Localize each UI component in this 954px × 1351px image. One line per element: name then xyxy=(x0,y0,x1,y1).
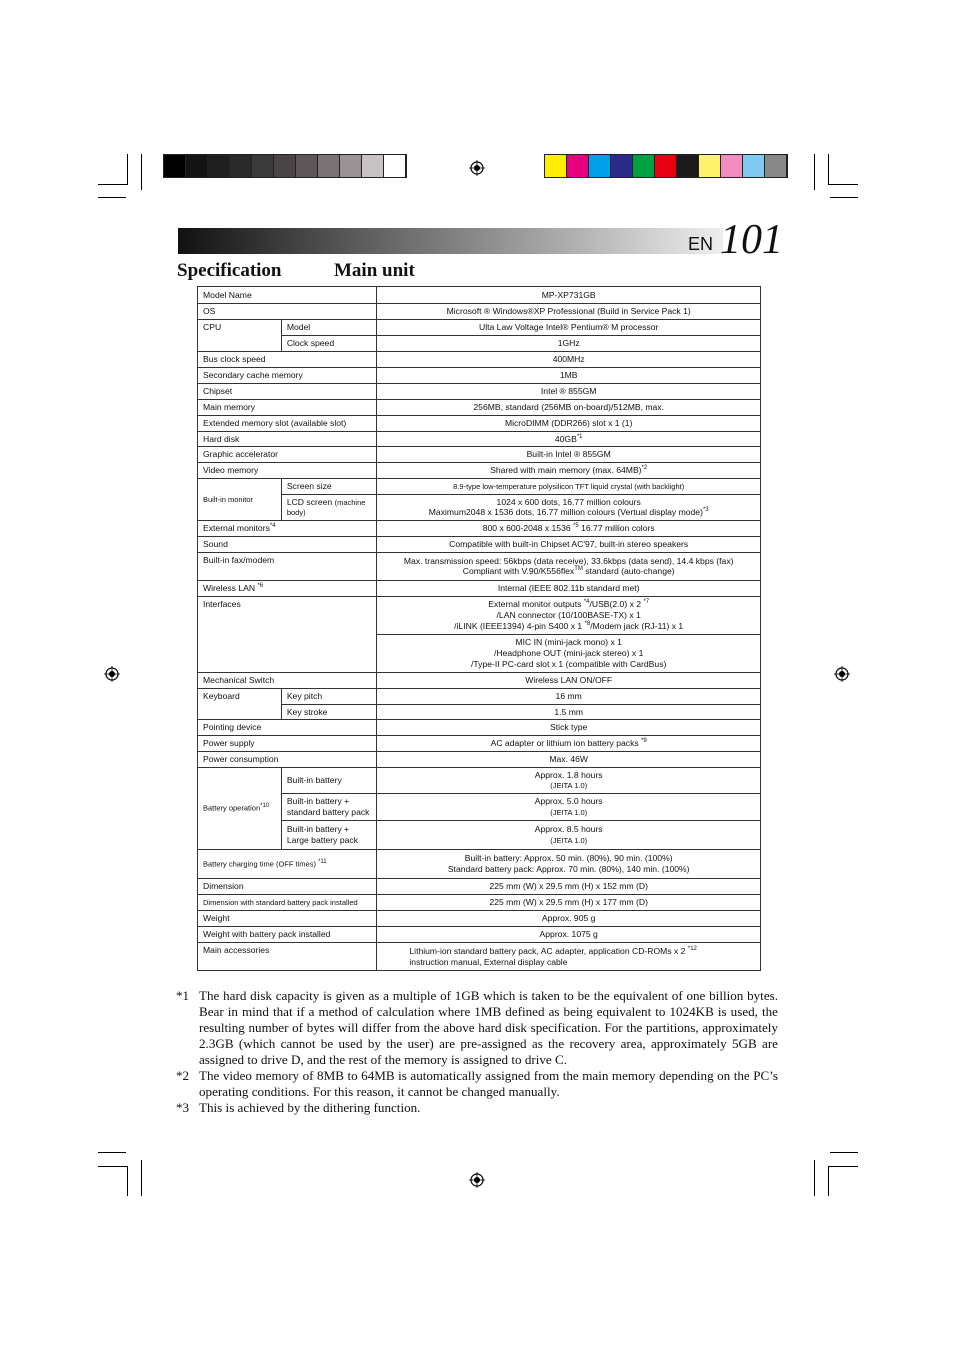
spec-value: Max. 46W xyxy=(377,751,761,767)
crop-mark xyxy=(98,197,126,198)
calibration-swatch xyxy=(743,155,765,177)
spec-value: Lithium-ion standard battery pack, AC adapter, application CD-ROMs x 2 $^{*12}$ instruction manual, External display cable xyxy=(377,943,761,971)
registration-mark-icon xyxy=(469,160,485,176)
spec-label: Bus clock speed xyxy=(198,351,377,367)
spec-label: Mechanical Switch xyxy=(198,672,377,688)
spec-label: External monitors$^{*4}$ xyxy=(198,521,377,537)
crop-mark xyxy=(141,1160,142,1196)
spec-value: Internal (IEEE 802.11b standard met) xyxy=(377,580,761,596)
calibration-swatch xyxy=(252,155,274,177)
spec-value: 16 mm xyxy=(377,688,761,704)
spec-label: Graphic accelerator xyxy=(198,447,377,463)
spec-value: MicroDIMM (DDR266) slot x 1 (1) xyxy=(377,415,761,431)
spec-value: Approx. 905 g xyxy=(377,911,761,927)
spec-table xyxy=(197,286,761,971)
spec-value: Stick type xyxy=(377,720,761,736)
spec-label: Dimension xyxy=(198,879,377,895)
spec-value: 1GHz xyxy=(377,336,761,352)
table-row xyxy=(198,794,761,821)
spec-value: 400MHz xyxy=(377,351,761,367)
spec-label: Battery operation$^{*10}$ xyxy=(198,767,282,849)
spec-value: 1.5 mm xyxy=(377,704,761,720)
footnote-mark: *3 xyxy=(176,1100,190,1115)
calibration-swatch xyxy=(384,155,406,177)
table-row xyxy=(198,821,761,850)
table-row xyxy=(198,521,761,537)
spec-label: Power supply xyxy=(198,736,377,752)
table-row xyxy=(198,287,761,304)
crop-mark xyxy=(830,1152,858,1153)
spec-value: Built-in battery: Approx. 50 min. (80%), 90 min. (100%) Standard battery pack: Approx. 70 min. (80%), 140 min. (100%) xyxy=(377,850,761,879)
header-gradient-band xyxy=(178,228,723,254)
spec-value: 1024 x 600 dots, 16.77 million colours Maximum2048 x 1536 dots, 16.77 million colours (Vertual display mode)$^{*3}$ xyxy=(377,494,761,520)
footnote-text: The hard disk capacity is given as a multiple of 1GB which is taken to be the equivalent of one billion bytes. Bear in mind that if a method of calculation where 1MB defined as being equivalent to 1024KB is used, the resulting number of bytes will differ from the above hard disk specification. For the partitions, approximately 2.3GB (which cannot be used by the user) are pre-assigned as the recovery area, approximately 5GB are assigned to drive D, and the rest of the memory is assigned to drive C. xyxy=(199,988,778,1067)
table-row xyxy=(198,736,761,752)
spec-label: Weight xyxy=(198,911,377,927)
spec-value: Shared with main memory (max. 64MB)$^{*2}$ xyxy=(377,463,761,479)
spec-label: Chipset xyxy=(198,383,377,399)
spec-label: Keyboard xyxy=(198,688,282,719)
crop-mark xyxy=(814,154,815,190)
spec-value: Intel ® 855GM xyxy=(377,383,761,399)
spec-label: Key stroke xyxy=(281,704,377,720)
spec-value: AC adapter or lithium ion battery packs $^{*9}$ xyxy=(377,736,761,752)
table-row xyxy=(198,336,761,352)
spec-label: Sound xyxy=(198,536,377,552)
table-row xyxy=(198,767,761,793)
table-row xyxy=(198,320,761,336)
footnote xyxy=(176,988,778,1068)
calibration-swatch xyxy=(318,155,340,177)
spec-label: LCD screen (machine body) xyxy=(281,494,377,520)
calibration-swatch xyxy=(699,155,721,177)
table-row xyxy=(198,879,761,895)
spec-value: Approx. 5.0 hours (JEITA 1.0) xyxy=(377,794,761,821)
spec-value: 225 mm (W) x 29.5 mm (H) x 152 mm (D) xyxy=(377,879,761,895)
spec-value: Built-in Intel ® 855GM xyxy=(377,447,761,463)
spec-value: 225 mm (W) x 29.5 mm (H) x 177 mm (D) xyxy=(377,895,761,911)
crop-mark xyxy=(828,1166,858,1167)
spec-label: Video memory xyxy=(198,463,377,479)
footnote xyxy=(176,1068,778,1100)
spec-value: Max. transmission speed: 56kbps (data receive), 33.6kbps (data send), 14.4 kbps (fax) Compliant with V.90/K556flex™ standard (auto-change) xyxy=(377,552,761,580)
crop-mark xyxy=(98,1166,128,1167)
spec-value: Approx. 1.8 hours (JEITA 1.0) xyxy=(377,767,761,793)
language-label: EN xyxy=(688,234,714,254)
calibration-swatch xyxy=(186,155,208,177)
table-row xyxy=(198,415,761,431)
spec-value: 40GB$^{*1}$ xyxy=(377,431,761,447)
calibration-swatch xyxy=(164,155,186,177)
spec-value: Compatible with built-in Chipset AC'97, built-in stereo speakers xyxy=(377,536,761,552)
calibration-swatch xyxy=(230,155,252,177)
spec-label: Built-in battery + standard battery pack xyxy=(281,794,377,821)
spec-value: 800 x 600-2048 x 1536 $^{*5}$ 16.77 million colors xyxy=(377,521,761,537)
calibration-swatch xyxy=(633,155,655,177)
calibration-swatch xyxy=(765,155,787,177)
registration-mark-icon xyxy=(104,666,120,682)
crop-mark xyxy=(828,154,829,184)
table-row xyxy=(198,494,761,520)
calibration-swatch xyxy=(274,155,296,177)
table-row xyxy=(198,399,761,415)
spec-label: Wireless LAN $^{*6}$ xyxy=(198,580,377,596)
footnote-mark: *2 xyxy=(176,1068,190,1083)
spec-label: Built-in fax/modem xyxy=(198,552,377,580)
spec-value: 256MB, standard (256MB on-board)/512MB, max. xyxy=(377,399,761,415)
calibration-swatch xyxy=(677,155,699,177)
table-row xyxy=(198,596,761,634)
spec-label: Main memory xyxy=(198,399,377,415)
table-row xyxy=(198,552,761,580)
calibration-swatch xyxy=(208,155,230,177)
table-row xyxy=(198,351,761,367)
spec-label: Hard disk xyxy=(198,431,377,447)
table-row xyxy=(198,580,761,596)
table-row xyxy=(198,911,761,927)
registration-mark-icon xyxy=(834,666,850,682)
table-row xyxy=(198,536,761,552)
spec-label: Screen size xyxy=(281,478,377,494)
table-row xyxy=(198,672,761,688)
page-number: 101 xyxy=(720,217,783,263)
table-row xyxy=(198,927,761,943)
spec-value: Approx. 1075 g xyxy=(377,927,761,943)
table-row xyxy=(198,447,761,463)
grayscale-calibration-bar xyxy=(163,154,407,178)
crop-mark xyxy=(828,1166,829,1196)
spec-value: MP-XP731GB xyxy=(377,287,761,304)
crop-mark xyxy=(141,154,142,190)
footnote-text: This is achieved by the dithering function. xyxy=(199,1100,421,1115)
spec-label: Extended memory slot (available slot) xyxy=(198,415,377,431)
table-row xyxy=(198,431,761,447)
footnote-text: The video memory of 8MB to 64MB is automatically assigned from the main memory depending on the PC’s operating conditions. For this reason, it cannot be changed manually. xyxy=(199,1068,778,1099)
calibration-swatch xyxy=(567,155,589,177)
spec-label: Key pitch xyxy=(281,688,377,704)
table-row xyxy=(198,463,761,479)
spec-value: MIC IN (mini-jack mono) x 1 /Headphone OUT (mini-jack stereo) x 1 /Type-II PC-card slot x 1 (compatible with CardBus) xyxy=(377,634,761,672)
spec-label: Built-in monitor xyxy=(198,478,282,520)
spec-label: Model xyxy=(281,320,377,336)
calibration-swatch xyxy=(589,155,611,177)
calibration-swatch xyxy=(655,155,677,177)
calibration-swatch xyxy=(362,155,384,177)
spec-label: Model Name xyxy=(198,287,377,304)
footnotes xyxy=(176,988,778,1116)
spec-value: Wireless LAN ON/OFF xyxy=(377,672,761,688)
table-row xyxy=(198,895,761,911)
spec-label: CPU xyxy=(198,320,282,352)
spec-value: 8.9-type low-temperature polysilicon TFT liquid crystal (with backlight) xyxy=(377,478,761,494)
spec-label: Interfaces xyxy=(198,596,377,672)
subsection-title: Main unit xyxy=(334,260,415,281)
spec-value: Approx. 8.5 hours (JEITA 1.0) xyxy=(377,821,761,850)
spec-value: 1MB xyxy=(377,367,761,383)
spec-label: Main accessories xyxy=(198,943,377,971)
calibration-swatch xyxy=(296,155,318,177)
table-row xyxy=(198,383,761,399)
table-row xyxy=(198,720,761,736)
spec-label: Built-in battery + Large battery pack xyxy=(281,821,377,850)
crop-mark xyxy=(98,184,128,185)
table-row xyxy=(198,478,761,494)
spec-label: Built-in battery xyxy=(281,767,377,793)
spec-value: External monitor outputs $^{*4}$/USB(2.0) x 2 $^{*7}$ /LAN connector (10/100BASE-TX) x 1 /iLINK (IEEE1394) 4-pin S400 x 1 $^{*8}$/Modem jack (RJ-11) x 1 xyxy=(377,596,761,634)
section-title: Specification xyxy=(177,260,282,281)
spec-label: Clock speed xyxy=(281,336,377,352)
table-row xyxy=(198,688,761,704)
calibration-swatch xyxy=(611,155,633,177)
footnote-mark: *1 xyxy=(176,988,190,1003)
table-row xyxy=(198,704,761,720)
calibration-swatch xyxy=(545,155,567,177)
crop-mark xyxy=(127,154,128,184)
calibration-swatch xyxy=(721,155,743,177)
crop-mark xyxy=(814,1160,815,1196)
crop-mark xyxy=(98,1152,126,1153)
table-row xyxy=(198,367,761,383)
spec-label: Power consumption xyxy=(198,751,377,767)
table-row xyxy=(198,943,761,971)
spec-label: Battery charging time (OFF times) $^{*11}$ xyxy=(198,850,377,879)
spec-label: Weight with battery pack installed xyxy=(198,927,377,943)
footnote xyxy=(176,1100,778,1116)
spec-value: Microsoft ® Windows®XP Professional (Build in Service Pack 1) xyxy=(377,304,761,320)
spec-label: OS xyxy=(198,304,377,320)
crop-mark xyxy=(830,197,858,198)
table-row xyxy=(198,751,761,767)
spec-value: Ulta Law Voltage Intel® Pentium® M processor xyxy=(377,320,761,336)
registration-mark-icon xyxy=(469,1172,485,1188)
color-calibration-bar xyxy=(544,154,788,178)
calibration-swatch xyxy=(340,155,362,177)
crop-mark xyxy=(828,184,858,185)
table-row xyxy=(198,850,761,879)
spec-label: Pointing device xyxy=(198,720,377,736)
spec-label: Dimension with standard battery pack installed xyxy=(198,895,377,911)
crop-mark xyxy=(127,1166,128,1196)
table-row xyxy=(198,304,761,320)
spec-label: Secondary cache memory xyxy=(198,367,377,383)
